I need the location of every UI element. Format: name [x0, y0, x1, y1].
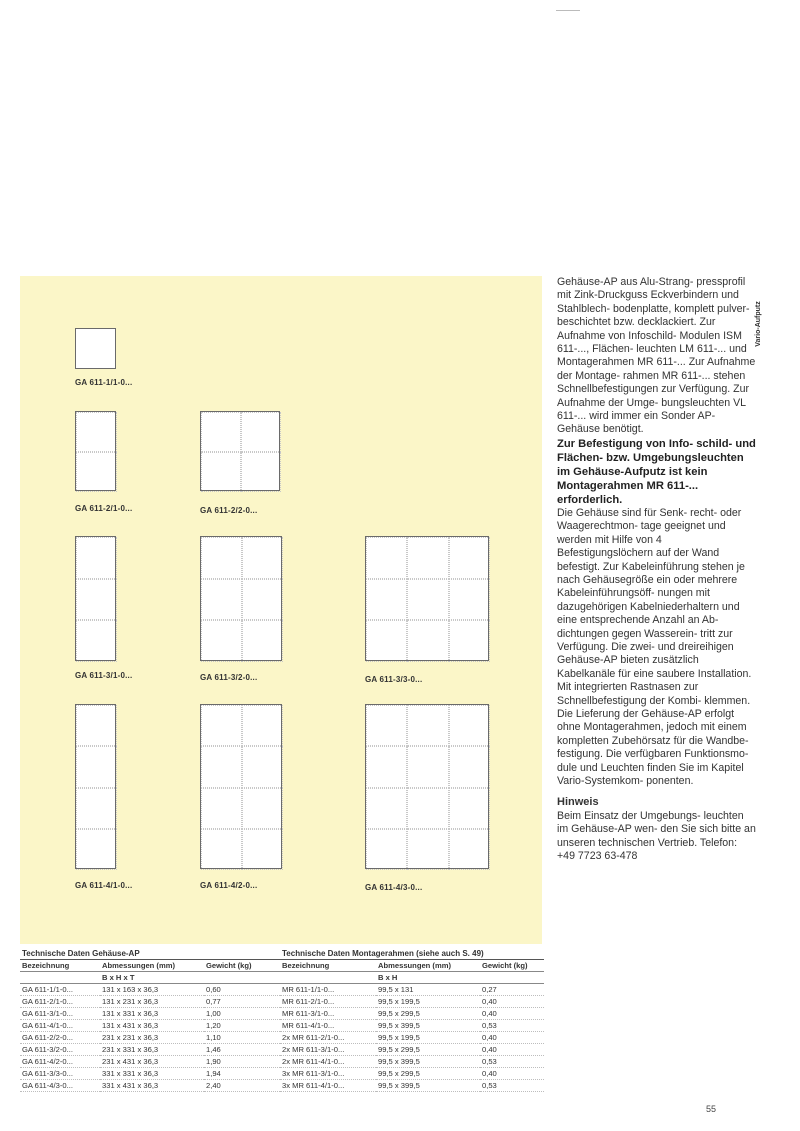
table-cell: GA 611-2/1-0... — [20, 996, 100, 1008]
module-slot — [242, 537, 283, 579]
module-slot — [201, 412, 241, 452]
table-cell: 0,40 — [480, 1008, 544, 1020]
module-slot — [242, 829, 283, 870]
housing-drawing — [200, 411, 280, 491]
module-slot — [407, 746, 448, 787]
table-cell: MR 611-3/1-0... — [280, 1008, 376, 1020]
table-cell: Technische Daten Gehäuse-AP — [20, 948, 280, 960]
housing-label: GA 611-4/3-0... — [365, 883, 423, 892]
table-cell: 0,40 — [480, 1032, 544, 1044]
module-slot — [201, 829, 242, 870]
housing-label: GA 611-3/1-0... — [75, 671, 133, 680]
module-slot — [407, 537, 448, 579]
description-paragraph-2: Die Gehäuse sind für Senk- recht- oder Waagerechtmon- tage geeignet und werden mit Hilfe von 4 Befestigungslöchern auf der Wand befestigt. Zur Kabeleinführung stehen je nach Gehäusegröße ein oder mehrere Kabeleinführungsöff- nungen mit dazugehörigen Kabelniederhaltern und eine entsprechende Anzahl an Ab- dichtungen gegen Wasserein- tritt zur Verfügung. Die zwei- und dreireihigen Gehäuse-AP bieten zusätzlich Kabelkanäle für eine saubere Installation. Mit integrierten Rastnasen zur Schnellbefestigung der Kombi- klemmen. Die Lieferung der Gehäuse-AP erfolgt ohne Montagerahmen, jedoch mit einem kompletten Zubehörsatz für die Wandbe- festigung. Die verfügbaren Funktionsmo- dule und Leuchten finden Sie im Kapitel Vario-Systemkom- ponenten. — [557, 506, 752, 787]
table-cell: 0,77 — [204, 996, 280, 1008]
housing-illustration-panel — [20, 276, 542, 944]
module-slot — [76, 746, 117, 787]
table-cell: 99,5 x 131 — [376, 984, 480, 996]
module-slot — [366, 579, 407, 621]
housing-drawing — [75, 328, 116, 369]
module-slot — [407, 829, 448, 870]
module-slot — [76, 788, 117, 829]
housing-drawing — [200, 536, 282, 661]
table-cell: 99,5 x 399,5 — [376, 1020, 480, 1032]
table-row — [280, 1068, 544, 1080]
module-slot — [366, 537, 407, 579]
housing-drawing — [75, 536, 116, 661]
table-row — [20, 996, 280, 1008]
note-text: Beim Einsatz der Umgebungs- leuchten im Gehäuse-AP wen- den Sie sich bitte an unseren technischen Vertrieb. Telefon: +49 7723 63-478 — [557, 809, 756, 863]
table-cell: 1,00 — [204, 1008, 280, 1020]
table-cell: B x H x T — [100, 972, 204, 984]
module-slot — [76, 579, 117, 621]
table-cell: B x H — [376, 972, 480, 984]
module-slot — [76, 829, 117, 870]
housing-label: GA 611-3/3-0... — [365, 675, 423, 684]
table-cell: Abmessungen (mm) — [376, 960, 480, 972]
table-cell: 2x MR 611-2/1-0... — [280, 1032, 376, 1044]
table-cell: 131 x 231 x 36,3 — [100, 996, 204, 1008]
table-row — [20, 1068, 280, 1080]
module-slot — [76, 537, 117, 579]
table-row — [20, 1044, 280, 1056]
housing-label: GA 611-2/1-0... — [75, 504, 133, 513]
table-cell: 99,5 x 199,5 — [376, 996, 480, 1008]
housing-drawing — [200, 704, 282, 869]
page-top-mark — [556, 10, 580, 11]
table-row — [280, 1056, 544, 1068]
table-cell: 99,5 x 299,5 — [376, 1044, 480, 1056]
table-cell: 99,5 x 399,5 — [376, 1080, 480, 1092]
table-cell: 0,27 — [480, 984, 544, 996]
module-slot — [76, 705, 117, 746]
module-slot — [449, 620, 490, 662]
table-cell — [204, 972, 280, 984]
module-slot — [201, 620, 242, 662]
table-row — [280, 1044, 544, 1056]
table-cell: 331 x 331 x 36,3 — [100, 1068, 204, 1080]
module-slot — [241, 452, 281, 492]
table-cell: 0,40 — [480, 996, 544, 1008]
module-slot — [449, 705, 490, 746]
table-cell: 99,5 x 199,5 — [376, 1032, 480, 1044]
module-slot — [242, 788, 283, 829]
table-cell: 231 x 231 x 36,3 — [100, 1032, 204, 1044]
table-cell: 1,46 — [204, 1044, 280, 1056]
module-slot — [201, 579, 242, 621]
table-cell: 2,40 — [204, 1080, 280, 1092]
table-title — [280, 948, 544, 960]
module-slot — [242, 705, 283, 746]
module-slot — [449, 788, 490, 829]
table-cell: GA 611-3/2-0... — [20, 1044, 100, 1056]
table-cell: GA 611-1/1-0... — [20, 984, 100, 996]
module-slot — [449, 829, 490, 870]
module-slot — [449, 746, 490, 787]
table-header — [20, 960, 280, 972]
module-slot — [407, 579, 448, 621]
module-slot — [242, 746, 283, 787]
table-cell: 131 x 431 x 36,3 — [100, 1020, 204, 1032]
table-cell — [20, 972, 100, 984]
table-cell: 131 x 163 x 36,3 — [100, 984, 204, 996]
module-slot — [76, 620, 117, 662]
table-cell: 0,53 — [480, 1020, 544, 1032]
housing-drawing — [75, 704, 116, 869]
table-row — [280, 1008, 544, 1020]
table-unit-row — [20, 972, 280, 984]
table-cell: 99,5 x 299,5 — [376, 1008, 480, 1020]
table-cell: GA 611-3/3-0... — [20, 1068, 100, 1080]
table-cell: 2x MR 611-3/1-0... — [280, 1044, 376, 1056]
table-cell: Abmessungen (mm) — [100, 960, 204, 972]
module-slot — [407, 620, 448, 662]
housing-label: GA 611-4/2-0... — [200, 881, 258, 890]
housing-label: GA 611-1/1-0... — [75, 378, 133, 387]
table-cell: MR 611-1/1-0... — [280, 984, 376, 996]
table-cell: 231 x 331 x 36,3 — [100, 1044, 204, 1056]
table-unit-row — [280, 972, 544, 984]
table-cell: Bezeichnung — [280, 960, 376, 972]
table-cell: 0,40 — [480, 1044, 544, 1056]
table-cell: MR 611-2/1-0... — [280, 996, 376, 1008]
table-cell: 2x MR 611-4/1-0... — [280, 1056, 376, 1068]
description-paragraph-1: Gehäuse-AP aus Alu-Strang- pressprofil mit Zink-Druckguss Eckverbindern und Stahlblech- bodenplatte, komplett pulver- beschichtet bzw. decklackiert. Zur Aufnahme von Infoschild- Modulen ISM 611-..., Flächen- leuchten LM 611-... und Montagerahmen MR 611-... Zur Aufnahme der Montage- rahmen MR 611-... stehen Schnellbefestigungen zur Verfügung. Zur Aufnahme der Umge- bungsleuchten VL 611-... wird immer ein Sonder AP-Gehäuse benötigt. — [557, 276, 756, 436]
table-row — [20, 1032, 280, 1044]
housing-label: GA 611-4/1-0... — [75, 881, 133, 890]
side-tab-label: Vario-Aufputz — [755, 301, 762, 347]
table-row — [280, 1020, 544, 1032]
table-row — [280, 984, 544, 996]
table-cell: 0,53 — [480, 1080, 544, 1092]
page-number: 55 — [706, 1104, 717, 1114]
module-slot — [201, 788, 242, 829]
table-cell: GA 611-4/3-0... — [20, 1080, 100, 1092]
description-bold-note: Zur Befestigung von Info- schild- und Flächen- bzw. Umgebungsleuchten im Gehäuse-Aufputz ist kein Montagerahmen MR 611-... erforderlich. — [557, 437, 756, 506]
table-cell: GA 611-3/1-0... — [20, 1008, 100, 1020]
table-row — [20, 1020, 280, 1032]
table-cell: Technische Daten Montagerahmen (siehe auch S. 49) — [280, 948, 544, 960]
table-cell: Bezeichnung — [20, 960, 100, 972]
housing-spec-table — [20, 948, 280, 1092]
description-column — [557, 276, 757, 863]
module-slot — [407, 705, 448, 746]
module-slot — [407, 788, 448, 829]
table-cell: 1,94 — [204, 1068, 280, 1080]
table-cell: 3x MR 611-3/1-0... — [280, 1068, 376, 1080]
module-slot — [366, 620, 407, 662]
module-slot — [76, 452, 117, 492]
table-cell: GA 611-4/2-0... — [20, 1056, 100, 1068]
table-header — [280, 960, 544, 972]
table-cell: 99,5 x 399,5 — [376, 1056, 480, 1068]
table-cell — [480, 972, 544, 984]
module-slot — [366, 746, 407, 787]
module-slot — [201, 452, 241, 492]
module-slot — [242, 620, 283, 662]
table-cell: 131 x 331 x 36,3 — [100, 1008, 204, 1020]
table-cell: 1,10 — [204, 1032, 280, 1044]
table-row — [20, 984, 280, 996]
module-slot — [201, 537, 242, 579]
table-row — [20, 1080, 280, 1092]
table-cell: 231 x 431 x 36,3 — [100, 1056, 204, 1068]
housing-drawing — [75, 411, 116, 491]
module-slot — [366, 705, 407, 746]
table-cell: 99,5 x 299,5 — [376, 1068, 480, 1080]
module-slot — [241, 412, 281, 452]
table-cell: GA 611-4/1-0... — [20, 1020, 100, 1032]
table-row — [280, 996, 544, 1008]
table-cell: 3x MR 611-4/1-0... — [280, 1080, 376, 1092]
module-slot — [366, 788, 407, 829]
module-slot — [201, 705, 242, 746]
table-cell: 331 x 431 x 36,3 — [100, 1080, 204, 1092]
module-slot — [76, 412, 117, 452]
table-row — [280, 1080, 544, 1092]
module-slot — [242, 579, 283, 621]
table-cell: 0,60 — [204, 984, 280, 996]
housing-label: GA 611-2/2-0... — [200, 506, 258, 515]
table-row — [280, 1032, 544, 1044]
table-cell: Gewicht (kg) — [480, 960, 544, 972]
table-cell — [280, 972, 376, 984]
note-heading: Hinweis — [557, 796, 599, 809]
module-slot — [449, 579, 490, 621]
table-cell: 1,20 — [204, 1020, 280, 1032]
table-cell: MR 611-4/1-0... — [280, 1020, 376, 1032]
table-title — [20, 948, 280, 960]
module-slot — [366, 829, 407, 870]
housing-drawing — [365, 536, 489, 661]
table-row — [20, 1056, 280, 1068]
table-cell: 0,40 — [480, 1068, 544, 1080]
module-slot — [201, 746, 242, 787]
table-cell: Gewicht (kg) — [204, 960, 280, 972]
table-cell: GA 611-2/2-0... — [20, 1032, 100, 1044]
frame-spec-table — [280, 948, 544, 1092]
table-row — [20, 1008, 280, 1020]
table-cell: 1,90 — [204, 1056, 280, 1068]
housing-drawing — [365, 704, 489, 869]
housing-label: GA 611-3/2-0... — [200, 673, 258, 682]
table-cell: 0,53 — [480, 1056, 544, 1068]
module-slot — [449, 537, 490, 579]
